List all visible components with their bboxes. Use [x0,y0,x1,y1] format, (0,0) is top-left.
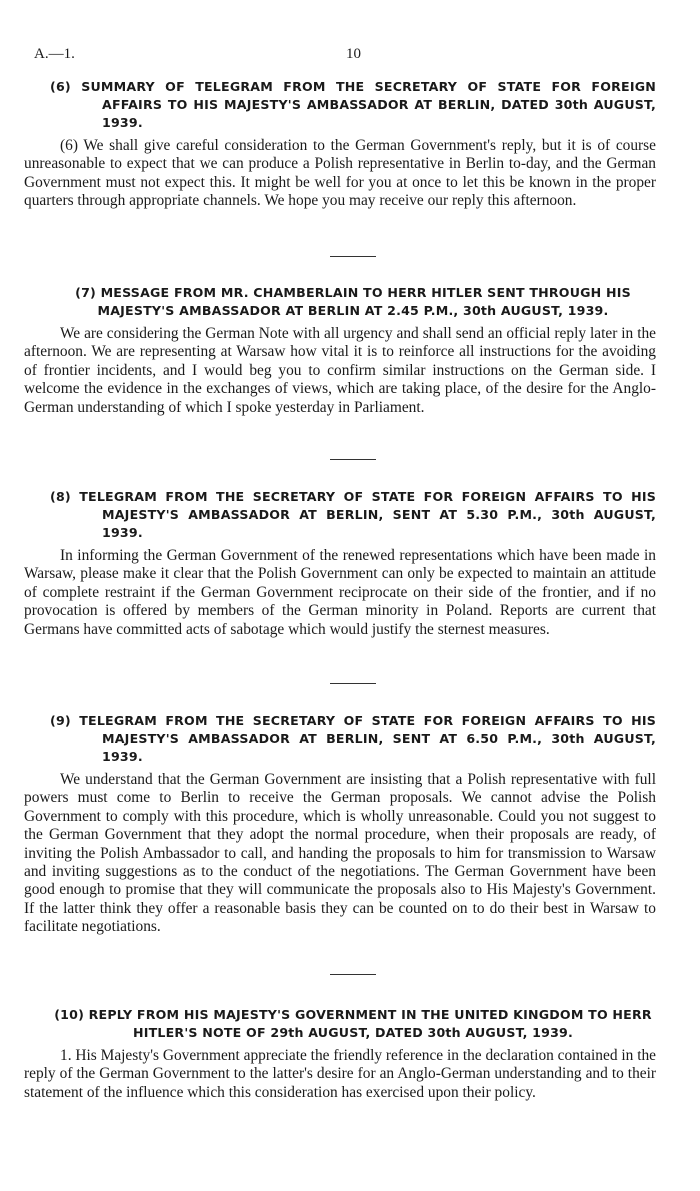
section-body: In informing the German Government of the renewed representations which have been made in Warsaw, please make it clear that the Polish Government can only be expected to maintain an attitude of complete restraint if the German Government reciprocate on their side of the frontier, and if no provocation is offered by members of the German minority in Poland. Reports are current that Germans have committed acts of sabotage which would justify the sternest measures. [24,547,656,638]
section-8 [24,488,656,639]
section-body: 1. His Majesty's Government appreciate the friendly reference in the declaration contained in the reply of the German Government to the latter's desire for an Anglo-German understanding and to their statement of the influence which this consideration has exercised upon their policy. [24,1047,656,1101]
running-head [34,46,656,66]
section-6 [24,78,656,211]
section-9 [24,712,656,937]
section-heading: (9) TELEGRAM FROM THE SECRETARY OF STATE FOR FOREIGN AFFAIRS TO HIS MAJESTY'S AMBASSADOR AT BERLIN, SENT AT 6.50 P.M., 30th AUGUST, 1939. [50,713,656,764]
document-reference: A.—1. [34,46,75,62]
section-body: (6) We shall give careful consideration to the German Government's reply, but it is of course unreasonable to expect that we can produce a Polish representative in Berlin to-day, and the German Government must not expect this. It might be well for you at once to let this be known in the proper quarters through appropriate channels. We hope you may receive our reply this afternoon. [24,137,656,210]
section-7 [24,284,656,417]
section-body: We are considering the German Note with all urgency and shall send an official reply later in the afternoon. We are representing at Warsaw how vital it is to reinforce all instructions for the avoiding of frontier incidents, and I would beg you to confirm similar instructions on the German side. I welcome the evidence in the exchanges of views, which are taking place, of the desire for the Anglo-German understanding of which I spoke yesterday in Parliament. [24,325,656,416]
section-divider [330,683,376,684]
section-heading: (6) SUMMARY OF TELEGRAM FROM THE SECRETARY OF STATE FOR FOREIGN AFFAIRS TO HIS MAJESTY'S AMBASSADOR AT BERLIN, DATED 30th AUGUST, 1939. [50,79,656,130]
page-number: 10 [346,46,361,62]
section-heading: (10) REPLY FROM HIS MAJESTY'S GOVERNMENT IN THE UNITED KINGDOM TO HERR HITLER'S NOTE OF 29th AUGUST, DATED 30th AUGUST, 1939. [54,1007,652,1040]
section-divider [330,459,376,460]
section-body: We understand that the German Government are insisting that a Polish representative with full powers must come to Berlin to receive the German proposals. We cannot advise the Polish Government to comply with this procedure, which is wholly unreasonable. Could you not suggest to the German Government that they adopt the normal procedure, when their proposals are ready, of inviting the Polish Ambassador to call, and handing the proposals to him for transmission to Warsaw and inviting suggestions as to the conduct of the negotiations. The German Government have been good enough to promise that they will communicate the proposals also to His Majesty's Government. If the latter think they offer a reasonable basis they can be counted on to do their best in Warsaw to facilitate negotiations. [24,771,656,936]
section-10 [24,1006,656,1102]
section-divider [330,256,376,257]
section-heading: (8) TELEGRAM FROM THE SECRETARY OF STATE FOR FOREIGN AFFAIRS TO HIS MAJESTY'S AMBASSADOR AT BERLIN, SENT AT 5.30 P.M., 30th AUGUST, 1939. [50,489,656,540]
section-divider [330,974,376,975]
section-heading: (7) MESSAGE FROM MR. CHAMBERLAIN TO HERR HITLER SENT THROUGH HIS MAJESTY'S AMBASSADOR AT BERLIN AT 2.45 P.M., 30th AUGUST, 1939. [75,285,631,318]
